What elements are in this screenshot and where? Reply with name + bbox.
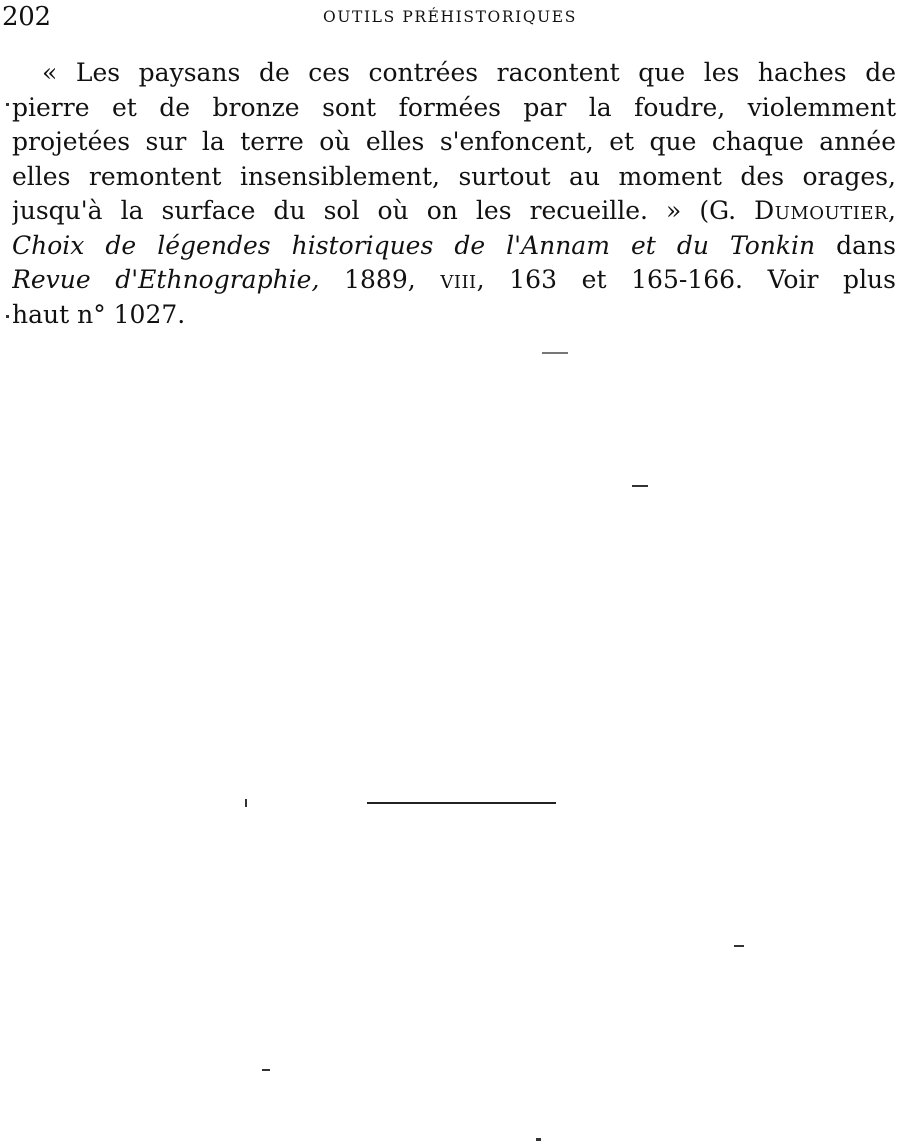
text-line-5	[12, 194, 896, 229]
work-title: Choix de légendes historiques de l'Annam et du Tonkin	[12, 230, 816, 260]
running-head: OUTILS PRÉHISTORIQUES	[323, 8, 577, 26]
scan-speck	[536, 1138, 541, 1141]
scan-speck	[6, 315, 9, 318]
text-line-1: « Les paysans de ces contrées racontent que les haches de	[42, 58, 896, 87]
text-line-6	[12, 229, 896, 264]
journal-title: Revue d'Ethnographie,	[12, 265, 320, 294]
scan-speck	[542, 352, 568, 354]
text-line-5-end: ,	[888, 196, 896, 225]
text-line-2: pierre et de bronze sont formées par la foudre, violemment	[12, 92, 896, 122]
text-line-5-start: jusqu'à la surface du sol où on les recueille. » (G.	[12, 196, 755, 225]
scan-speck	[6, 103, 9, 106]
text-line-4: elles remontent insensiblement, surtout au moment des orages,	[12, 161, 896, 191]
scan-speck	[262, 1069, 270, 1071]
scan-speck	[632, 485, 648, 487]
text-line-6-end: dans	[815, 230, 896, 260]
page-number: 202	[2, 2, 51, 32]
text-line-8: haut n° 1027.	[12, 299, 186, 329]
text-line-3: projetées sur la terre où elles s'enfoncent, et que chaque année	[12, 127, 896, 156]
body-paragraph	[12, 56, 896, 332]
text-line-7	[12, 263, 896, 298]
scan-speck	[734, 945, 744, 947]
section-divider	[367, 802, 556, 804]
author-name: Dumoutier	[754, 196, 889, 225]
volume-number: viii	[440, 265, 477, 294]
text-line-7-mid: 1889,	[319, 265, 441, 294]
text-line-7-end: , 163 et 165-166. Voir plus	[476, 265, 896, 294]
scan-speck	[245, 799, 247, 807]
